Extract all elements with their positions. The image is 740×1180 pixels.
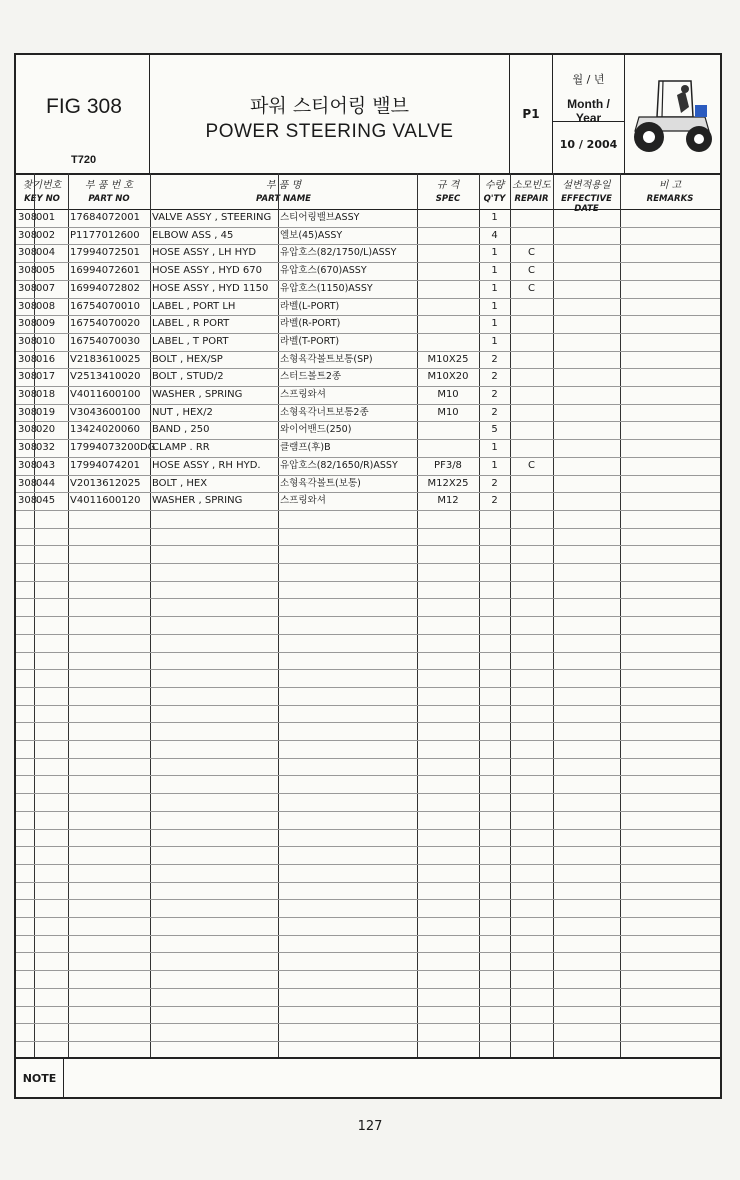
- row-line: [16, 829, 720, 830]
- table-row: [16, 262, 720, 280]
- row-line: [16, 669, 720, 670]
- cell-name-kr: 엘보(45)ASSY: [280, 229, 343, 241]
- cell-key: 007: [36, 282, 56, 294]
- cell-fig: 308: [18, 335, 38, 347]
- cell-spec: PF3/8: [434, 459, 462, 471]
- cell-qty: 2: [491, 371, 498, 383]
- cell-fig: 308: [18, 212, 38, 223]
- row-line: [16, 616, 720, 617]
- cell-name-en: HOSE ASSY , HYD 670: [152, 265, 263, 277]
- cell-part: 13424020060: [70, 424, 140, 436]
- cell-spec: M12X25: [427, 477, 469, 489]
- image-cell: [625, 55, 720, 173]
- cell-fig: 308: [18, 265, 38, 277]
- cell-key: 018: [36, 389, 56, 400]
- date-value: 10 / 2004: [559, 138, 618, 151]
- sheet-header: [16, 55, 720, 175]
- cell-part: 16754070030: [70, 335, 140, 347]
- date-cell: [553, 55, 625, 173]
- figure-cell: [16, 55, 150, 173]
- cell-name-en: HOSE ASSY , LH HYD: [152, 247, 257, 259]
- date-label-english: Month / Year: [567, 97, 610, 125]
- cell-name-en: BAND , 250: [152, 424, 210, 436]
- col-repair-kr: 소모빈도: [512, 180, 551, 191]
- cell-fig: 308: [18, 424, 38, 436]
- cell-qty: 1: [491, 300, 498, 312]
- table-row: [16, 351, 720, 369]
- parts-table: [16, 209, 720, 1057]
- row-line: [16, 563, 720, 564]
- cell-name-kr: 유압호스(670)ASSY: [280, 265, 367, 277]
- cell-qty: 1: [491, 282, 498, 294]
- row-line: [16, 705, 720, 706]
- cell-name-en: LABEL , T PORT: [152, 335, 229, 347]
- cell-fig: 308: [18, 229, 38, 241]
- cell-key: 002: [36, 229, 56, 241]
- row-line: [16, 687, 720, 688]
- row-line: [16, 811, 720, 812]
- cell-qty: 1: [491, 318, 498, 330]
- figure-number: FIG 308: [46, 95, 122, 118]
- col-name-en: PART NAME: [256, 194, 311, 204]
- col-effective-date: [553, 173, 620, 214]
- col-eff-en: EFFECTIVE DATE: [561, 194, 612, 214]
- cell-part: 16994072802: [70, 282, 140, 294]
- cell-spec: M10: [437, 389, 459, 400]
- cell-spec: M10: [437, 406, 459, 418]
- cell-key: 008: [36, 300, 56, 312]
- cell-name-kr: 스프링와셔: [280, 389, 326, 400]
- cell-repair: C: [528, 265, 535, 277]
- table-row: [16, 439, 720, 457]
- date-divider: [553, 121, 624, 122]
- cell-fig: 308: [18, 353, 38, 365]
- cell-name-en: BOLT , STUD/2: [152, 371, 224, 383]
- cell-key: 009: [36, 318, 56, 330]
- table-row: [16, 492, 720, 510]
- row-line: [16, 917, 720, 918]
- col-key-en: KEY NO: [24, 194, 60, 204]
- cell-name-kr: 소형육각볼트(보통): [280, 477, 361, 489]
- table-row: [16, 227, 720, 245]
- cell-key: 016: [36, 353, 56, 365]
- cell-part: V4011600120: [70, 495, 141, 507]
- cell-key: 020: [36, 424, 56, 436]
- cell-name-en: LABEL , PORT LH: [152, 300, 236, 312]
- cell-qty: 1: [491, 442, 498, 454]
- row-line: [16, 793, 720, 794]
- cell-qty: 1: [491, 212, 498, 223]
- table-row: [16, 209, 720, 227]
- row-line: [16, 581, 720, 582]
- cell-name-en: NUT , HEX/2: [152, 406, 213, 418]
- row-line: [16, 758, 720, 759]
- title-korean: 파워 스티어링 밸브: [250, 95, 409, 117]
- col-key: [16, 173, 68, 209]
- table-row: [16, 404, 720, 422]
- title-cell: [150, 55, 510, 173]
- row-line: [16, 1023, 720, 1024]
- cell-qty: 2: [491, 353, 498, 365]
- row-line: [16, 882, 720, 883]
- cell-qty: 1: [491, 459, 498, 471]
- cell-qty: 2: [491, 477, 498, 489]
- row-line: [16, 598, 720, 599]
- col-part: [68, 173, 150, 209]
- note-label: NOTE: [16, 1059, 64, 1099]
- row-line: [16, 775, 720, 776]
- col-part-en: PART NO: [88, 194, 130, 204]
- cell-key: 043: [36, 459, 56, 471]
- col-rem-kr: 비 고: [658, 180, 682, 191]
- cell-name-en: HOSE ASSY , HYD 1150: [152, 282, 269, 294]
- row-line: [16, 722, 720, 723]
- cell-qty: 2: [491, 495, 498, 507]
- cell-fig: 308: [18, 300, 38, 312]
- page-number: 127: [357, 1119, 383, 1134]
- col-spec-kr: 규 격: [436, 180, 460, 191]
- cell-name-en: LABEL , R PORT: [152, 318, 230, 330]
- cell-name-kr: 소형육각너트보통2종: [280, 406, 369, 418]
- col-part-kr: 부 품 번 호: [84, 180, 134, 191]
- col-spec: [417, 173, 479, 209]
- table-row: [16, 457, 720, 475]
- row-line: [16, 970, 720, 971]
- cell-qty: 1: [491, 265, 498, 277]
- cell-part: 16754070020: [70, 318, 140, 330]
- cell-repair: C: [528, 459, 535, 471]
- cell-qty: 2: [491, 406, 498, 418]
- row-line: [16, 634, 720, 635]
- page-cell: [510, 55, 553, 173]
- cell-repair: C: [528, 282, 535, 294]
- title-english: POWER STEERING VALVE: [205, 121, 454, 142]
- cell-name-kr: 와이어밴드(250): [280, 424, 352, 436]
- table-row: [16, 244, 720, 262]
- row-line: [16, 846, 720, 847]
- cell-name-kr: 유압호스(1150)ASSY: [280, 282, 373, 294]
- cell-fig: 308: [18, 389, 38, 400]
- row-line: [16, 528, 720, 529]
- cell-part: 16994072601: [70, 265, 140, 277]
- cell-part: 17994073200DG: [70, 442, 156, 454]
- cell-qty: 1: [491, 335, 498, 347]
- cell-part: P1177012600: [70, 229, 140, 241]
- row-line: [16, 545, 720, 546]
- row-line: [16, 740, 720, 741]
- page-code: P1: [522, 107, 540, 121]
- row-line: [16, 1006, 720, 1007]
- row-line: [16, 1041, 720, 1042]
- col-qty: [479, 173, 510, 209]
- cell-qty: 1: [491, 247, 498, 259]
- col-spec-en: SPEC: [435, 194, 461, 204]
- col-eff-kr: 설변적용일: [562, 180, 611, 191]
- table-row: [16, 315, 720, 333]
- cell-part: V2013612025: [70, 477, 141, 489]
- row-line: [16, 988, 720, 989]
- col-remarks: [620, 173, 720, 209]
- row-line: [16, 864, 720, 865]
- cell-name-en: CLAMP . RR: [152, 442, 210, 454]
- date-label-korean: 월 / 년: [572, 73, 605, 86]
- model-number: T720: [71, 154, 97, 166]
- cell-name-kr: 라벨(T-PORT): [280, 335, 340, 347]
- cell-part: V4011600100: [70, 389, 141, 400]
- row-line: [16, 652, 720, 653]
- cell-name-kr: 라벨(R-PORT): [280, 318, 341, 330]
- cell-fig: 308: [18, 371, 38, 383]
- table-row: [16, 475, 720, 493]
- cell-fig: 308: [18, 282, 38, 294]
- cell-name-kr: 유압호스(82/1750/L)ASSY: [280, 247, 397, 259]
- cell-name-en: VALVE ASSY , STEERING: [152, 212, 272, 223]
- cell-key: 019: [36, 406, 56, 418]
- cell-name-en: ELBOW ASS , 45: [152, 229, 234, 241]
- cell-fig: 308: [18, 477, 38, 489]
- note-section: [16, 1057, 720, 1099]
- row-line: [16, 952, 720, 953]
- cell-qty: 2: [491, 389, 498, 400]
- table-row: [16, 386, 720, 404]
- cell-name-en: BOLT , HEX: [152, 477, 208, 489]
- cell-part: 16754070010: [70, 300, 140, 312]
- cell-fig: 308: [18, 406, 38, 418]
- cell-name-kr: 스프링와셔: [280, 495, 326, 507]
- cell-key: 045: [36, 495, 56, 507]
- cell-name-kr: 스티어링밸브ASSY: [280, 212, 360, 223]
- row-line: [16, 899, 720, 900]
- col-qty-en: Q'TY: [483, 194, 506, 204]
- cell-key: 004: [36, 247, 56, 259]
- table-row: [16, 368, 720, 386]
- cell-fig: 308: [18, 459, 38, 471]
- col-name: [150, 173, 417, 209]
- col-key-kr: 찾기번호: [22, 180, 62, 191]
- tractor-icon: [629, 67, 717, 159]
- cell-fig: 308: [18, 442, 38, 454]
- cell-part: 17684072001: [70, 212, 140, 223]
- cell-key: 005: [36, 265, 56, 277]
- table-row: [16, 421, 720, 439]
- cell-part: V3043600100: [70, 406, 141, 418]
- column-header: [16, 173, 720, 214]
- cell-fig: 308: [18, 318, 38, 330]
- cell-part: V2513410020: [70, 371, 141, 383]
- col-rem-en: REMARKS: [646, 194, 694, 204]
- cell-name-kr: 클램프(후)B: [280, 442, 331, 454]
- cell-name-en: WASHER , SPRING: [152, 495, 243, 507]
- cell-key: 032: [36, 442, 56, 454]
- col-qty-kr: 수량: [484, 180, 505, 191]
- cell-name-kr: 스터드볼트2종: [280, 371, 342, 383]
- cell-part: V2183610025: [70, 353, 141, 365]
- cell-name-kr: 소형육각볼트보통(SP): [280, 353, 373, 365]
- parts-sheet: [14, 53, 722, 1099]
- cell-fig: 308: [18, 247, 38, 259]
- cell-qty: 5: [491, 424, 498, 436]
- cell-spec: M10X25: [427, 353, 469, 365]
- col-repair-en: REPAIR: [514, 194, 549, 204]
- cell-name-en: BOLT , HEX/SP: [152, 353, 223, 365]
- cell-part: 17994074201: [70, 459, 140, 471]
- table-row: [16, 280, 720, 298]
- table-row: [16, 333, 720, 351]
- row-line: [16, 935, 720, 936]
- cell-key: 010: [36, 335, 56, 347]
- cell-name-kr: 라벨(L-PORT): [280, 300, 340, 312]
- col-name-kr: 부 품 명: [265, 180, 302, 191]
- cell-key: 001: [36, 212, 56, 223]
- cell-repair: C: [528, 247, 535, 259]
- cell-key: 017: [36, 371, 56, 383]
- cell-name-kr: 유압호스(82/1650/R)ASSY: [280, 459, 398, 471]
- cell-key: 044: [36, 477, 56, 489]
- cell-name-en: WASHER , SPRING: [152, 389, 243, 400]
- table-row: [16, 298, 720, 316]
- cell-part: 17994072501: [70, 247, 140, 259]
- col-repair: [510, 173, 553, 209]
- cell-fig: 308: [18, 495, 38, 507]
- cell-spec: M12: [437, 495, 459, 507]
- cell-name-en: HOSE ASSY , RH HYD.: [152, 459, 261, 471]
- cell-qty: 4: [491, 229, 498, 241]
- cell-spec: M10X20: [427, 371, 469, 383]
